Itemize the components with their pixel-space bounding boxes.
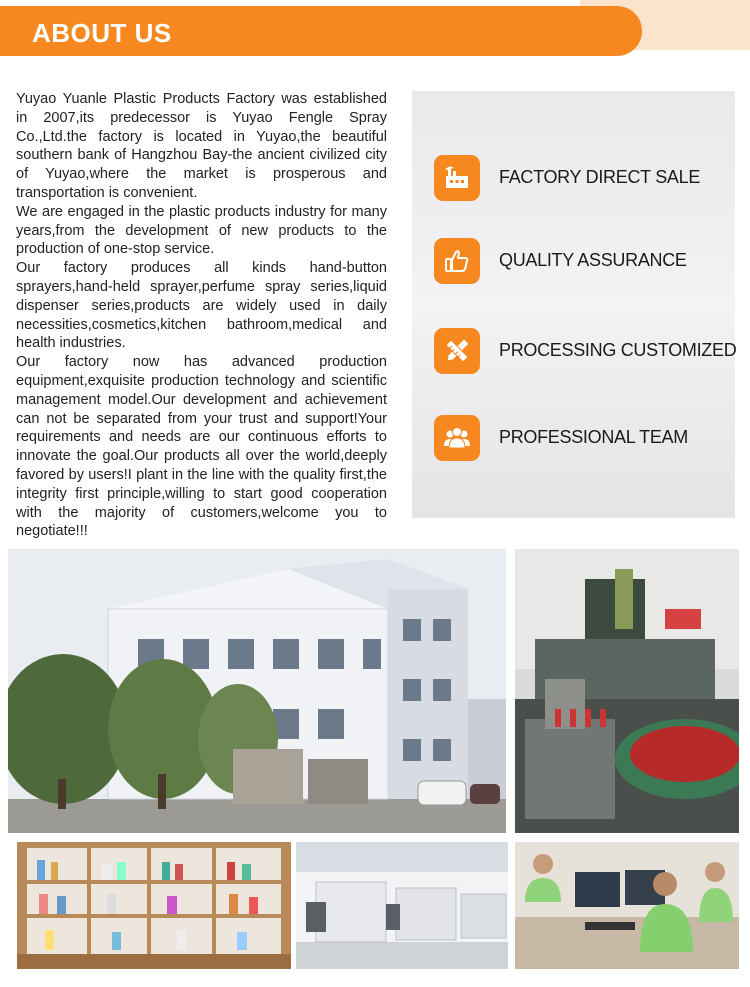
office-team-photo (515, 842, 739, 969)
feature-quality-assurance (434, 238, 734, 284)
factory-icon (434, 155, 480, 201)
workshop-photo (296, 842, 508, 969)
product-showcase-photo (17, 842, 291, 969)
features-panel (412, 91, 735, 518)
feature-label: FACTORY DIRECT SALE (499, 167, 701, 187)
feature-label: PROFESSIONAL TEAM (499, 427, 688, 447)
factory-building-photo (8, 549, 506, 833)
section-header (0, 6, 642, 56)
feature-processing-customized (434, 328, 737, 374)
feature-label: PROCESSING CUSTOMIZED (499, 340, 737, 360)
feature-professional-team (434, 415, 734, 461)
feature-label: QUALITY ASSURANCE (499, 250, 687, 270)
about-paragraph: Our factory produces all kinds hand-button sprayers,hand-held sprayer,perfume spray series,liquid dispenser series,products are widely used in daily necessities,cosmetics,kitchen bathroom,medical and health industries. (16, 260, 387, 352)
assembly-machine-photo (515, 549, 739, 833)
about-paragraph: We are engaged in the plastic products industry for many years,from the development of new products to the production of one-stop service. (16, 203, 387, 258)
pencil-ruler-icon (434, 328, 480, 374)
section-title: ABOUT US (32, 18, 172, 48)
about-description (16, 90, 387, 541)
about-paragraph: Yuyao Yuanle Plastic Products Factory was established in 2007,its predecessor is Yuyao Fengle Spray Co.,Ltd.the factory is located in Yuyao,the beautiful southern bank of Hangzhou Bay-the ancient civilized city of Yuyao,where the market is prosperous and transportation is convenient. (16, 91, 387, 201)
about-paragraph: Our factory now has advanced production equipment,exquisite production technology and scientific management model.Our development and achievement can not be separated from your trust and support!Your requirements and needs are our continuous efforts to innovate the goal.Our products all over the world,deeply favored by users!I plant in the line with the quality first,the integrity first principle,willing to start good cooperation with the majority of customers,welcome you to negotiate!!! (16, 354, 387, 540)
thumbs-up-icon (434, 238, 480, 284)
feature-factory-direct-sale (434, 155, 734, 201)
team-icon (434, 415, 480, 461)
